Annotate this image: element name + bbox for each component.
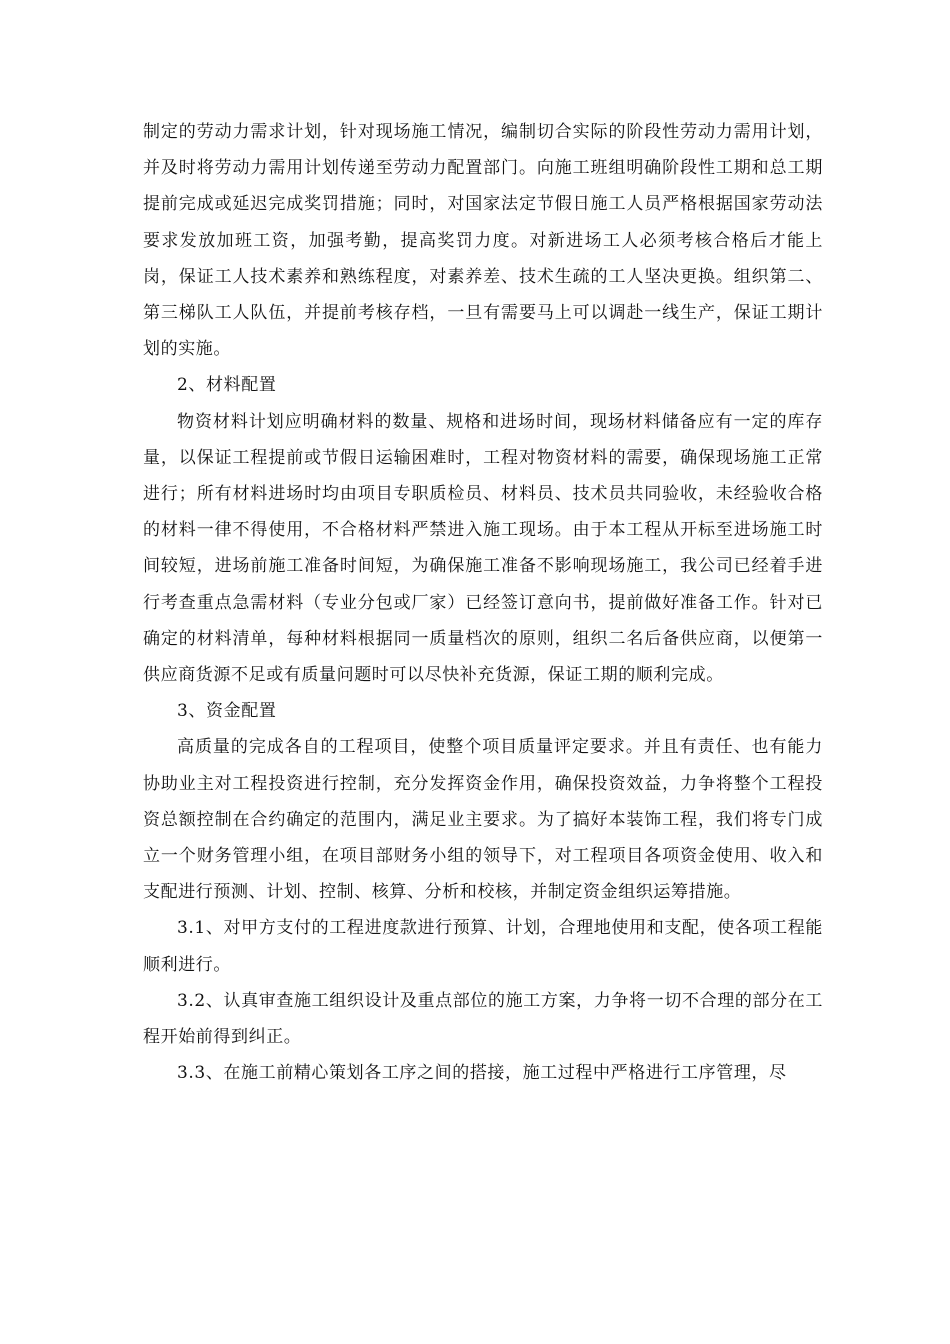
heading-material-config: 2、材料配置 bbox=[177, 375, 277, 396]
document-body bbox=[143, 114, 823, 1091]
paragraph-fund-plan: 高质量的完成各自的工程项目，使整个项目质量评定要求。并且有责任、也有能力协助业主对工程投资进行控制，充分发挥资金作用，确保投资效益，力争将整个工程投资总额控制在合约确定的范围内，满足业主要求。为了搞好本装饰工程，我们将专门成立一个财务管理小组，在项目部财务小组的领导下，对工程项目各项资金使用、收入和支配进行预测、计划、控制、核算、分析和校核，并制定资金组织运筹措施。 bbox=[143, 737, 823, 903]
paragraph-labor-plan: 制定的劳动力需求计划，针对现场施工情况，编制切合实际的阶段性劳动力需用计划，并及时将劳动力需用计划传递至劳动力配置部门。向施工班组明确阶段性工期和总工期提前完成或延迟完成奖罚措施；同时，对国家法定节假日施工人员严格根据国家劳动法要求发放加班工资，加强考勤，提高奖罚力度。对新进场工人必须考核合格后才能上岗，保证工人技术素养和熟练程度，对素养差、技术生疏的工人坚决更换。组织第二、第三梯队工人队伍，并提前考核存档，一旦有需要马上可以调赴一线生产，保证工期计划的实施。 bbox=[143, 122, 823, 360]
paragraph-material-plan: 物资材料计划应明确材料的数量、规格和进场时间，现场材料储备应有一定的库存量，以保证工程提前或节假日运输困难时，工程对物资材料的需要，确保现场施工正常进行；所有材料进场时均由项目专职质检员、材料员、技术员共同验收，未经验收合格的材料一律不得使用，不合格材料严禁进入施工现场。由于本工程从开标至进场施工时间较短，进场前施工准备时间短，为确保施工准备不影响现场施工，我公司已经着手进行考查重点急需材料（专业分包或厂家）已经签订意向书，提前做好准备工作。针对已确定的材料清单，每种材料根据同一质量档次的原则，组织二名后备供应商，以便第一供应商货源不足或有质量问题时可以尽快补充货源，保证工期的顺利完成。 bbox=[143, 411, 823, 686]
paragraph-item-3-1: 3.1、对甲方支付的工程进度款进行预算、计划，合理地使用和支配，使各项工程能顺利进行。 bbox=[143, 918, 823, 975]
paragraph-item-3-3: 3.3、在施工前精心策划各工序之间的搭接，施工过程中严格进行工序管理，尽 bbox=[177, 1063, 787, 1084]
heading-fund-config: 3、资金配置 bbox=[177, 701, 277, 722]
paragraph-item-3-2: 3.2、认真审查施工组织设计及重点部位的施工方案，力争将一切不合理的部分在工程开始前得到纠正。 bbox=[143, 990, 823, 1048]
